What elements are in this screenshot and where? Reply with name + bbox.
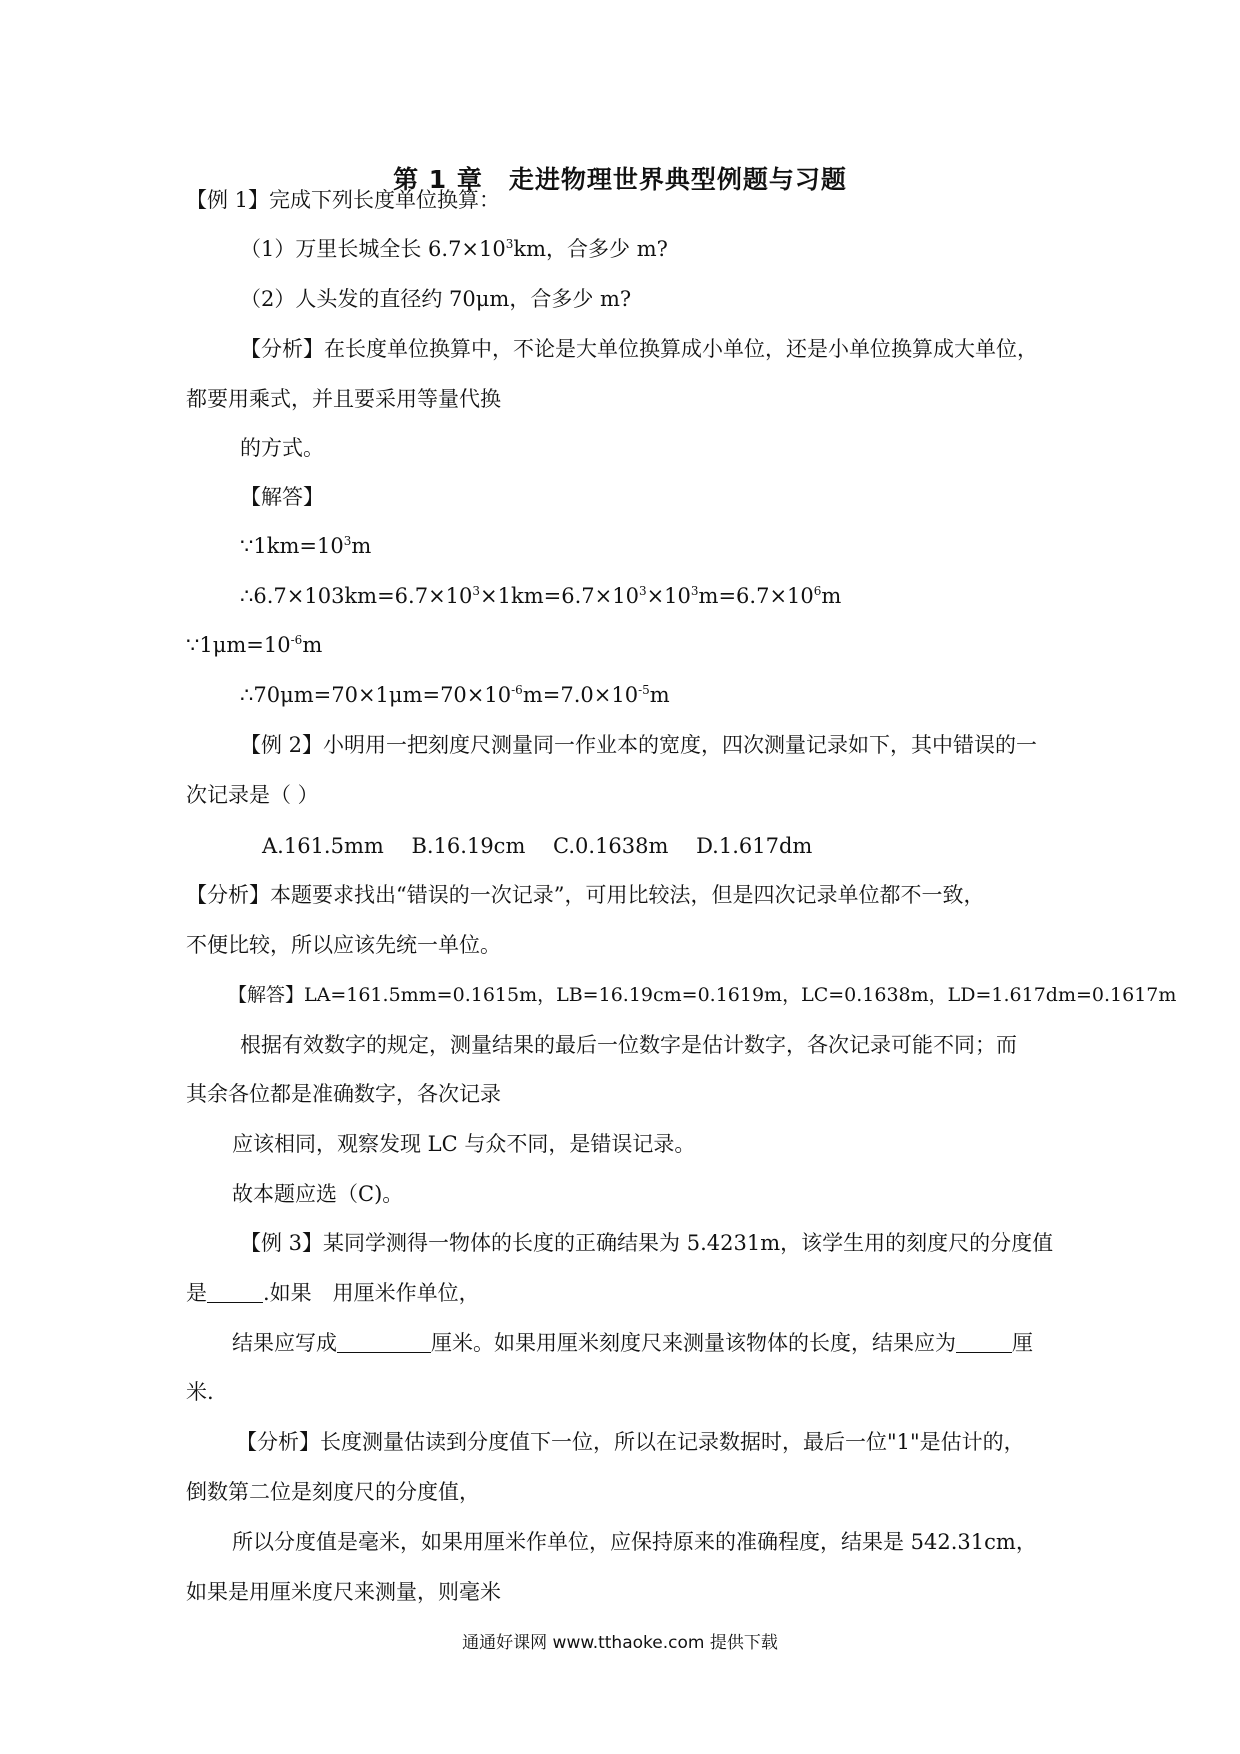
example-3-heading-line-4: 米. [186, 1380, 214, 1404]
example-1-heading: 【例 1】完成下列长度单位换算： [186, 188, 501, 212]
example-1-step-2: $\therefore 6.7\times 103km=6.7\times 10^3\times 1km=6.7\times 10^3\times 10^3m=6.7\times 10^6m$ [240, 584, 842, 608]
example-2-heading-line-1: 【例 2】小明用一把刻度尺测量同一作业本的宽度，四次测量记录如下，其中错误的一 [240, 733, 1038, 757]
example-3-heading-line-3: 结果应写成 厘米。如果用厘米刻度尺来测量该物体的长度，结果应为 厘 [232, 1331, 1033, 1355]
example-1-analysis-line-3: 的方式。 [240, 436, 324, 460]
page-footer: 通通好课网 www.tthaoke.com 提供下载 [462, 1633, 778, 1653]
answer-blank[interactable] [337, 1332, 431, 1353]
example-3-heading-line-1: 【例 3】某同学测得一物体的长度的正确结果为 5.4231m，该学生用的刻度尺的分度值 [240, 1231, 1054, 1255]
example-1-step-1: $\because 1km=10^3m$ [240, 534, 372, 558]
example-2-heading-line-2: 次记录是（ ） [186, 783, 319, 807]
example-2-answer-line-2: 根据有效数字的规定，测量结果的最后一位数字是估计数字，各次记录可能不同；而 [240, 1033, 1017, 1057]
example-2-answer-line-3: 其余各位都是准确数字，各次记录 [186, 1082, 501, 1106]
example-3-analysis-line-3: 所以分度值是毫米，如果用厘米作单位，应保持原来的准确程度，结果是 542.31cm， [232, 1530, 1037, 1554]
example-2-answer-line-1: 【解答】LA=161.5mm=0.1615m，LB=16.19cm=0.1619m，LC=0.1638m，LD=1.617dm=0.1617m [228, 984, 1177, 1006]
example-3-analysis-line-1: 【分析】长度测量估读到分度值下一位，所以在记录数据时，最后一位"1"是估计的， [236, 1430, 1025, 1454]
example-2-analysis-line-2: 不便比较，所以应该先统一单位。 [186, 933, 501, 957]
example-2-analysis-line-1: 【分析】本题要求找出“错误的一次记录”，可用比较法，但是四次记录单位都不一致， [186, 883, 985, 907]
example-3-analysis-line-4: 如果是用厘米度尺来测量，则毫米 [186, 1580, 501, 1604]
answer-blank[interactable] [207, 1282, 263, 1303]
example-2-answer-line-4: 应该相同，观察发现 LC 与众不同，是错误记录。 [232, 1132, 696, 1156]
example-2-options: A.161.5mm B.16.19cm C.0.1638m D.1.617dm [262, 834, 813, 858]
example-1-analysis-line-2: 都要用乘式，并且要采用等量代换 [186, 387, 501, 411]
example-2-answer-line-5: 故本题应选（C)。 [232, 1182, 404, 1206]
answer-blank[interactable] [956, 1332, 1012, 1353]
example-1-step-3: $\because 1\mu m=10^{-6}m$ [186, 633, 323, 657]
example-1-question-2: （2）人头发的直径约 70μm，合多少 m? [240, 287, 632, 311]
example-3-analysis-line-2: 倒数第二位是刻度尺的分度值， [186, 1480, 480, 1504]
example-3-heading-line-2: 是 .如果 用厘米作单位， [186, 1281, 480, 1305]
example-1-answer-heading: 【解答】 [240, 485, 324, 509]
page-title: 第 1 章 走进物理世界典型例题与习题 [393, 165, 847, 194]
example-1-step-4: $\therefore 70\mu m=70\times 1\mu m=70\times 10^{-6}m=7.0\times 10^{-5}m$ [240, 683, 670, 707]
example-1-question-1: （1）万里长城全长 $6.7\times 10^3km$，合多少 m? [240, 237, 668, 261]
example-1-analysis-line-1: 【分析】在长度单位换算中，不论是大单位换算成小单位，还是小单位换算成大单位， [240, 337, 1038, 361]
